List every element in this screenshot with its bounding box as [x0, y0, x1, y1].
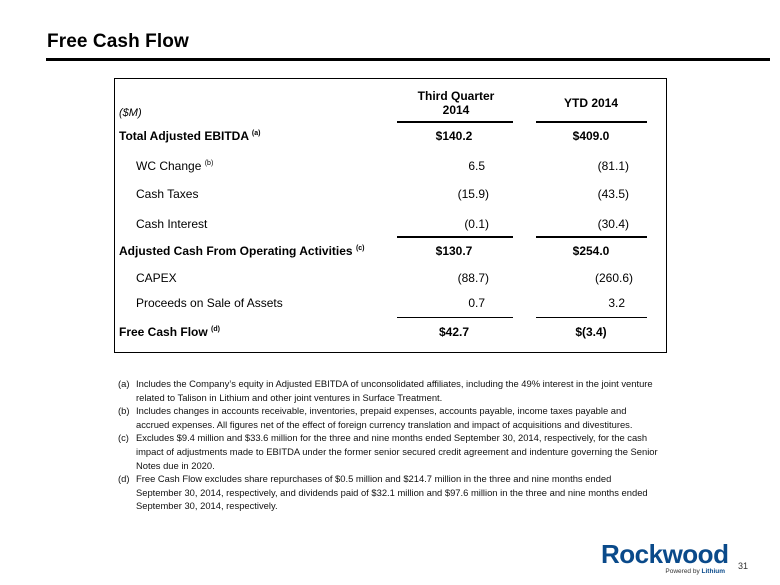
row-label-cash-taxes: Cash Taxes — [136, 187, 199, 201]
header-rule-ytd — [536, 121, 647, 123]
value-q3-cash-interest: (0.1) — [464, 217, 489, 231]
col-header-third-quarter: Third Quarter 2014 — [417, 89, 495, 117]
total-rule-ytd — [536, 317, 647, 318]
logo-wordmark: Rockwood — [601, 539, 729, 569]
page-number: 31 — [738, 561, 749, 571]
footnote-tag: (c) — [118, 432, 129, 444]
value-q3-wc-change: 6.5 — [468, 159, 485, 173]
row-label-proceeds-on-sale-of-assets: Proceeds on Sale of Assets — [136, 296, 283, 310]
row-label-free-cash-flow: Free Cash Flow $^{(d)}$ — [119, 325, 220, 339]
value-ytd-cash-interest: (30.4) — [597, 217, 629, 231]
value-ytd-cash-taxes: (43.5) — [597, 187, 629, 201]
footnote-d — [118, 472, 658, 513]
footnotes — [118, 377, 658, 513]
value-ytd-proceeds-on-sale-of-assets: 3.2 — [608, 296, 625, 310]
col-header-ytd-2014: YTD 2014 — [563, 96, 619, 110]
value-q3-capex: (88.7) — [457, 271, 489, 285]
value-q3-cash-taxes: (15.9) — [457, 187, 489, 201]
value-q3-free-cash-flow: $42.7 — [438, 325, 470, 339]
footnote-text: Includes the Company’s equity in Adjusted EBITDA of unconsolidated affiliates, including the 49% interest in the joint venture related to Talison in Lithium and other joint ventures in Surface Treatment. — [136, 378, 653, 403]
rockwood-logo — [601, 541, 727, 577]
footnote-a — [118, 377, 658, 404]
footnote-tag: (b) — [118, 405, 130, 417]
footnote-b — [118, 404, 658, 431]
row-label-adjusted-cash-from-operating-activities: Adjusted Cash From Operating Activities $^{(c)}$ — [119, 244, 365, 258]
title-underline — [46, 58, 770, 61]
header-rule-q3 — [397, 121, 513, 123]
footnote-tag: (a) — [118, 378, 130, 389]
free-cash-flow-table — [114, 78, 667, 353]
value-ytd-wc-change: (81.1) — [597, 159, 629, 173]
row-label-capex: CAPEX — [136, 271, 177, 285]
footnote-text: Free Cash Flow excludes share repurchases of $0.5 million and $214.7 million in the three and nine months ended September 30, 2014, respectively, and dividends paid of $32.1 million and $97.6 million in the three and nine months ended September 30, 2014, respectively. — [136, 473, 648, 512]
value-q3-total-adjusted-ebitda: $140.2 — [435, 129, 473, 143]
footnote-tag: (d) — [118, 473, 130, 485]
slide-title: Free Cash Flow — [47, 31, 189, 52]
row-label-cash-interest: Cash Interest — [136, 217, 208, 231]
footnote-text: Excludes $9.4 million and $33.6 million for the three and nine months ended September 30, 2014, respectively, for the cash impact of adjustments made to EBITDA under the former senior secured credit agreement and indenture governing the Senior Notes due in 2020. — [136, 432, 658, 471]
logo-tagline: Powered by Lithium — [665, 568, 725, 575]
value-ytd-capex: (260.6) — [594, 271, 633, 285]
footnote-c — [118, 431, 658, 472]
value-q3-proceeds-on-sale-of-assets: 0.7 — [468, 296, 485, 310]
value-ytd-free-cash-flow: $(3.4) — [575, 325, 607, 339]
unit-label: ($M) — [119, 107, 142, 119]
row-label-total-adjusted-ebitda: Total Adjusted EBITDA $^{(a)}$ — [119, 129, 261, 143]
subtotal-rule-ytd — [536, 236, 647, 238]
value-ytd-adjusted-cash-from-operating-activities: $254.0 — [572, 244, 610, 258]
footnote-text: Includes changes in accounts receivable, inventories, prepaid expenses, accounts payable, income taxes payable and accrued expenses. All figures net of the effect of foreign currency translation and impact of acquisitions and divestitures. — [136, 405, 633, 430]
subtotal-rule-q3 — [397, 236, 513, 238]
total-rule-q3 — [397, 317, 513, 318]
value-q3-adjusted-cash-from-operating-activities: $130.7 — [435, 244, 473, 258]
row-label-wc-change: WC Change $^{(b)}$ — [136, 159, 214, 173]
value-ytd-total-adjusted-ebitda: $409.0 — [572, 129, 610, 143]
